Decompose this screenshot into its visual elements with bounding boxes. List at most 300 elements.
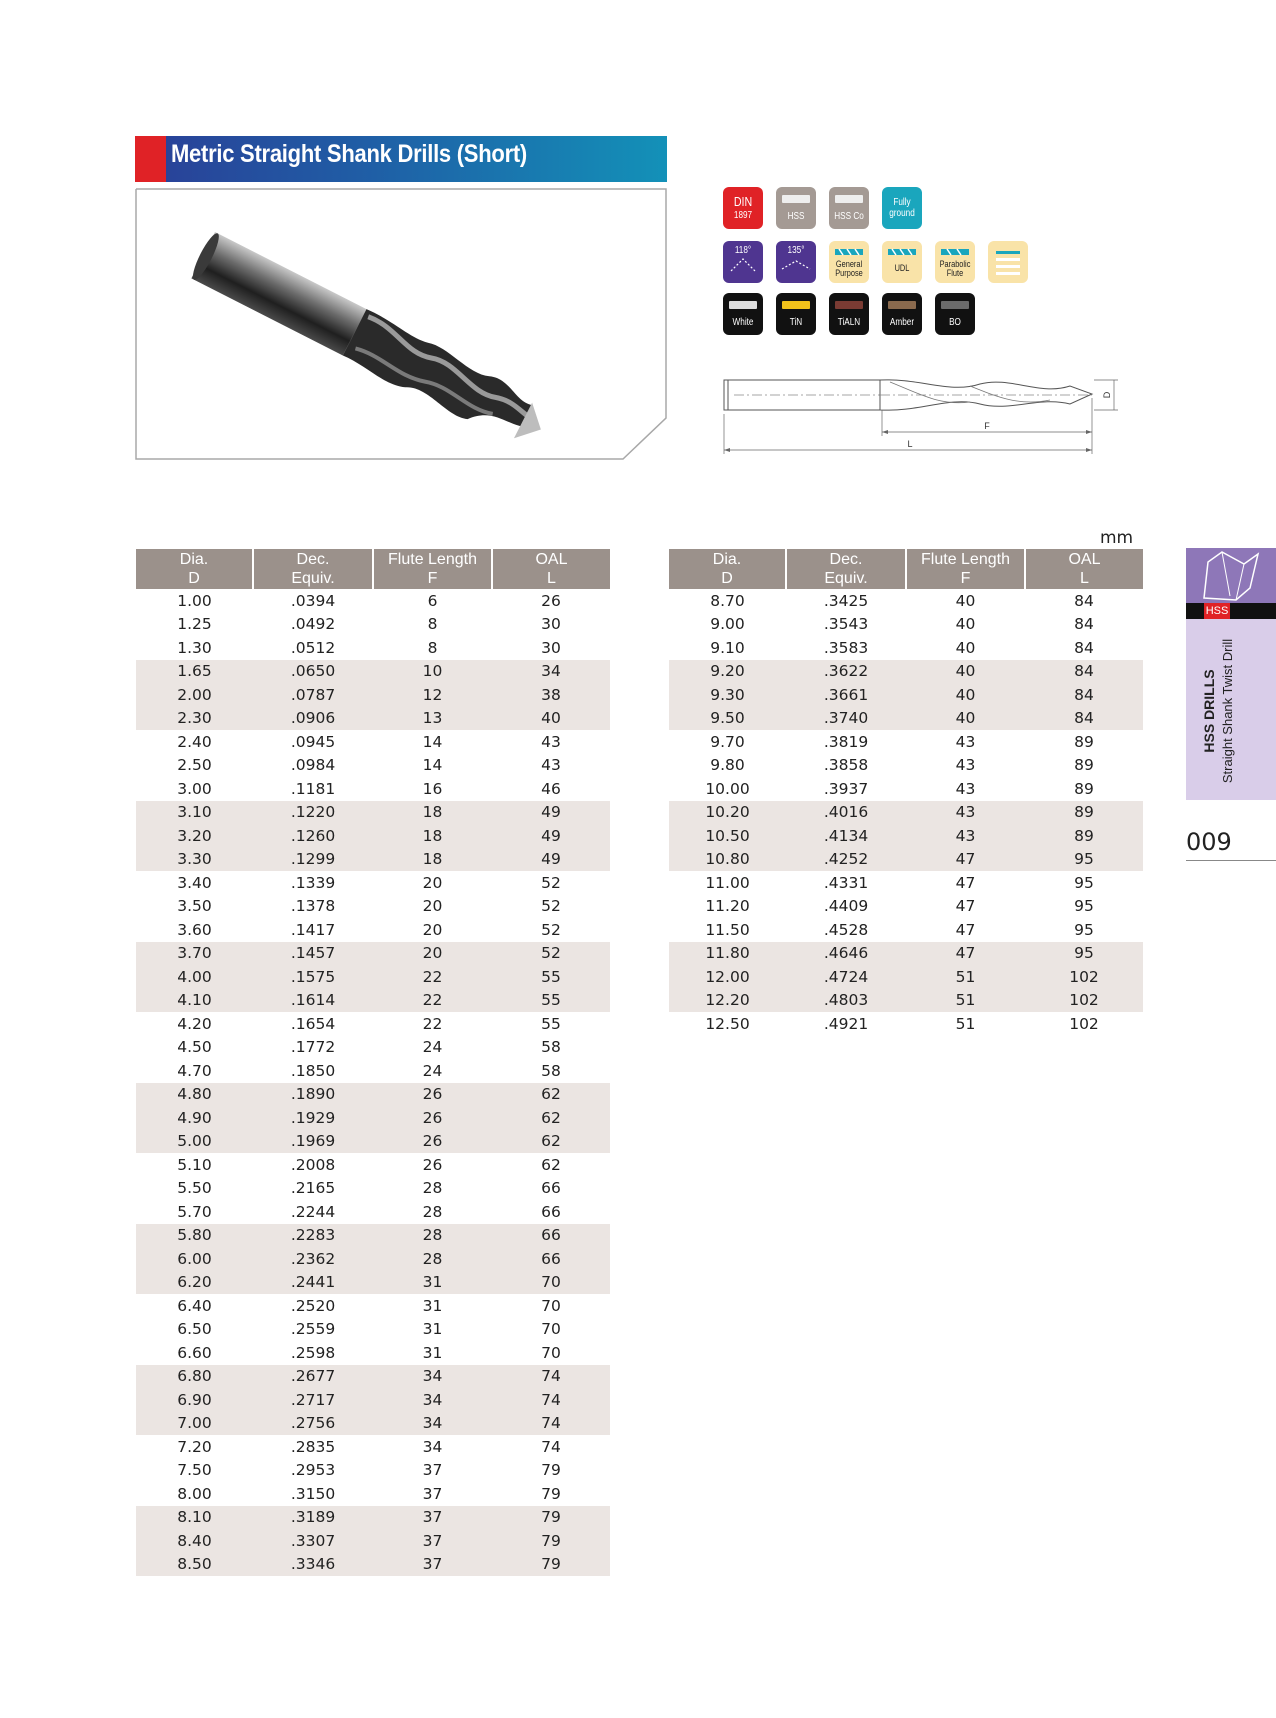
- cell-dia: 11.20: [705, 897, 750, 916]
- cell-dec-equiv: .1575: [253, 965, 373, 989]
- cell-dia: 12.50: [705, 1014, 750, 1033]
- table-row: [136, 1388, 610, 1412]
- cell-dec-equiv: .4803: [786, 989, 906, 1013]
- cell-dia: 11.00: [705, 873, 750, 892]
- cell-dec-equiv: .2756: [253, 1412, 373, 1436]
- cell-dec-equiv: .1220: [253, 801, 373, 825]
- cell-oal: 62: [541, 1155, 561, 1174]
- cell-oal: 89: [1074, 732, 1094, 751]
- table-row: [136, 1482, 610, 1506]
- cell-oal: 84: [1025, 707, 1143, 731]
- cell-oal: 74: [492, 1412, 610, 1436]
- cell-flute-length: 37: [373, 1553, 492, 1577]
- cell-oal: 38: [492, 683, 610, 707]
- cell-dec-equiv: .3307: [253, 1529, 373, 1553]
- cell-dia: 6.60: [177, 1343, 212, 1362]
- cell-dia: 3.50: [177, 897, 212, 916]
- cell-flute-length: 26: [373, 1130, 492, 1154]
- title-accent: [135, 136, 166, 182]
- drill-spec-table-left: [136, 549, 610, 1576]
- cell-dia: 8.00: [177, 1484, 212, 1503]
- cell-dec-equiv: .4016: [786, 801, 906, 825]
- hss-co-badge: HSS Co: [829, 187, 869, 229]
- cell-dec-equiv: .0984: [290, 756, 336, 775]
- cell-oal: 26: [541, 591, 561, 610]
- table-row: [669, 942, 1143, 966]
- point-angle-icon: [723, 241, 763, 283]
- cell-dia: 3.00: [177, 779, 212, 798]
- cell-oal: 74: [541, 1437, 561, 1456]
- table-row: [136, 1153, 610, 1177]
- cell-oal: 79: [492, 1553, 610, 1577]
- dimension-drawing: [720, 374, 1140, 464]
- table-row: [136, 754, 610, 778]
- cell-dia: 5.70: [177, 1202, 212, 1221]
- cell-dec-equiv: .3740: [786, 707, 906, 731]
- cell-oal: 89: [1074, 756, 1094, 775]
- cell-dia: 10.00: [705, 779, 750, 798]
- cell-dia: 5.00: [136, 1130, 253, 1154]
- cell-flute-length: 40: [955, 638, 976, 657]
- cell-dia: 4.20: [177, 1014, 212, 1033]
- table-row: [136, 824, 610, 848]
- cell-oal: 84: [1025, 660, 1143, 684]
- col-header-dec: Dec. Equiv.: [253, 549, 373, 589]
- cell-flute-length: 13: [373, 707, 492, 731]
- cell-dec-equiv: .2441: [253, 1271, 373, 1295]
- table-row: [136, 895, 610, 919]
- table-row: [136, 1177, 610, 1201]
- cell-dia: 6.80: [136, 1365, 253, 1389]
- col-header-dia: Dia. D: [669, 549, 786, 589]
- table-row: [136, 1059, 610, 1083]
- cell-dia: 10.80: [669, 848, 786, 872]
- cell-oal: 70: [541, 1296, 561, 1315]
- cell-dec-equiv: .0787: [253, 683, 373, 707]
- cell-dec-equiv: .1378: [290, 897, 336, 916]
- cell-dec-equiv: .1457: [253, 942, 373, 966]
- cell-dec-equiv: .3150: [290, 1484, 336, 1503]
- coating-tin-badge: TiN: [776, 293, 816, 335]
- cell-dec-equiv: .3937: [823, 779, 869, 798]
- table-row: [136, 1200, 610, 1224]
- cell-dec-equiv: .3425: [823, 591, 869, 610]
- cell-flute-length: 8: [427, 638, 438, 657]
- table-row: [136, 707, 610, 731]
- cell-flute-length: 47: [906, 942, 1025, 966]
- table-row: [136, 1012, 610, 1036]
- cell-oal: 102: [1069, 1014, 1099, 1033]
- cell-dec-equiv: .4921: [823, 1014, 869, 1033]
- cell-dec-equiv: .1969: [253, 1130, 373, 1154]
- cell-dia: 6.00: [136, 1247, 253, 1271]
- cell-flute-length: 28: [373, 1247, 492, 1271]
- table-header-row: [136, 549, 610, 589]
- cell-dec-equiv: .0512: [290, 638, 336, 657]
- cell-oal: 49: [492, 824, 610, 848]
- cell-oal: 79: [541, 1461, 561, 1480]
- cell-oal: 34: [492, 660, 610, 684]
- cell-oal: 84: [1025, 683, 1143, 707]
- cell-oal: 70: [541, 1343, 561, 1362]
- cell-oal: 55: [541, 1014, 561, 1033]
- table-row: [669, 1012, 1143, 1036]
- table-row: [669, 707, 1143, 731]
- cell-flute-length: 47: [955, 920, 976, 939]
- table-row: [136, 613, 610, 637]
- cell-flute-length: 47: [906, 848, 1025, 872]
- table-row: [136, 1341, 610, 1365]
- cell-dia: 3.70: [136, 942, 253, 966]
- cell-dia: 1.25: [177, 615, 212, 634]
- cell-dec-equiv: .2244: [290, 1202, 336, 1221]
- flute-icon: [882, 241, 922, 283]
- cell-dec-equiv: .3858: [823, 756, 869, 775]
- cell-flute-length: 10: [373, 660, 492, 684]
- cell-oal: 40: [492, 707, 610, 731]
- section-subtitle: Straight Shank Twist Drill: [1220, 638, 1235, 784]
- cell-dia: 3.60: [177, 920, 212, 939]
- cell-dia: 12.20: [669, 989, 786, 1013]
- table-row: [136, 1224, 610, 1248]
- table-row: [669, 777, 1143, 801]
- cell-dia: 9.70: [710, 732, 745, 751]
- cell-flute-length: 18: [373, 801, 492, 825]
- cell-oal: 46: [541, 779, 561, 798]
- cell-oal: 95: [1025, 848, 1143, 872]
- cell-flute-length: 20: [422, 920, 443, 939]
- cell-flute-length: 20: [422, 897, 443, 916]
- cell-flute-length: 22: [422, 1014, 443, 1033]
- cell-dia: 5.80: [136, 1224, 253, 1248]
- cell-dia: 9.00: [710, 615, 745, 634]
- cell-dec-equiv: .0945: [290, 732, 336, 751]
- label-f: F: [984, 421, 990, 431]
- table-row: [136, 1529, 610, 1553]
- cell-dec-equiv: .4134: [786, 824, 906, 848]
- cell-flute-length: 20: [422, 873, 443, 892]
- cell-dec-equiv: .3346: [253, 1553, 373, 1577]
- cell-oal: 49: [492, 848, 610, 872]
- table-row: [669, 589, 1143, 613]
- table-row: [136, 801, 610, 825]
- table-row: [136, 1435, 610, 1459]
- cell-flute-length: 43: [906, 801, 1025, 825]
- col-header-oal: OAL L: [492, 549, 610, 589]
- cell-dec-equiv: .3189: [253, 1506, 373, 1530]
- point-angle-icon: [776, 241, 816, 283]
- table-row: [136, 942, 610, 966]
- general-purpose-badge: General Purpose: [829, 241, 869, 283]
- cell-dec-equiv: .2953: [290, 1461, 336, 1480]
- cell-flute-length: 37: [422, 1461, 443, 1480]
- cell-dec-equiv: .2165: [290, 1179, 336, 1198]
- cell-dec-equiv: .3819: [823, 732, 869, 751]
- cell-oal: 30: [541, 638, 561, 657]
- cell-dia: 2.30: [136, 707, 253, 731]
- cell-dec-equiv: .2717: [253, 1388, 373, 1412]
- point-angle-118-badge: 118°: [723, 241, 763, 283]
- cell-dec-equiv: .1929: [253, 1106, 373, 1130]
- table-row: [136, 1506, 610, 1530]
- cell-dec-equiv: .2559: [290, 1320, 336, 1339]
- cell-dia: 9.80: [710, 756, 745, 775]
- cell-flute-length: 34: [373, 1365, 492, 1389]
- cell-oal: 58: [541, 1061, 561, 1080]
- cell-dec-equiv: .3622: [786, 660, 906, 684]
- cell-oal: 62: [492, 1130, 610, 1154]
- section-tab-bar: [1186, 603, 1276, 619]
- cell-flute-length: 26: [373, 1083, 492, 1107]
- cell-oal: 84: [1074, 591, 1094, 610]
- drill-photo: [135, 188, 667, 460]
- cell-flute-length: 51: [906, 965, 1025, 989]
- cell-oal: 95: [1074, 920, 1094, 939]
- col-header-oal: OAL L: [1025, 549, 1143, 589]
- cell-oal: 95: [1074, 873, 1094, 892]
- cell-oal: 66: [541, 1202, 561, 1221]
- cell-dec-equiv: .0906: [253, 707, 373, 731]
- cell-flute-length: 40: [906, 707, 1025, 731]
- table-row: [669, 801, 1143, 825]
- page-number: 009: [1186, 828, 1232, 856]
- table-row: [669, 636, 1143, 660]
- cell-dec-equiv: .3543: [823, 615, 869, 634]
- coating-amber-badge: Amber: [882, 293, 922, 335]
- cell-dia: 4.80: [136, 1083, 253, 1107]
- cell-flute-length: 43: [955, 779, 976, 798]
- page-title: Metric Straight Shank Drills (Short): [171, 140, 528, 168]
- cell-dec-equiv: .1654: [290, 1014, 336, 1033]
- cell-oal: 89: [1074, 779, 1094, 798]
- cell-oal: 79: [492, 1529, 610, 1553]
- cell-dia: 11.80: [669, 942, 786, 966]
- table-row: [136, 1130, 610, 1154]
- cell-dec-equiv: .2835: [290, 1437, 336, 1456]
- table-row: [136, 589, 610, 613]
- table-row: [136, 918, 610, 942]
- label-d: D: [1102, 391, 1112, 399]
- cell-dec-equiv: .1181: [290, 779, 336, 798]
- cell-dec-equiv: .1299: [253, 848, 373, 872]
- table-row: [136, 1318, 610, 1342]
- cell-oal: 74: [492, 1365, 610, 1389]
- coating-tialn-badge: TiALN: [829, 293, 869, 335]
- cell-flute-length: 6: [427, 591, 438, 610]
- cell-oal: 66: [492, 1224, 610, 1248]
- cell-oal: 43: [541, 756, 561, 775]
- cell-dec-equiv: .0650: [253, 660, 373, 684]
- cell-flute-length: 20: [373, 942, 492, 966]
- drill-spec-table-right: [669, 549, 1143, 1036]
- cell-dia: 6.50: [177, 1320, 212, 1339]
- section-title: HSS DRILLS: [1201, 669, 1217, 753]
- section-tab-header: [1186, 548, 1276, 603]
- cell-oal: 79: [541, 1484, 561, 1503]
- cell-dia: 3.40: [177, 873, 212, 892]
- din-badge: DIN 1897: [723, 187, 763, 229]
- table-row: [669, 824, 1143, 848]
- cell-oal: 66: [541, 1179, 561, 1198]
- cell-oal: 62: [492, 1106, 610, 1130]
- cell-dia: 4.50: [177, 1038, 212, 1057]
- table-row: [136, 683, 610, 707]
- table-row: [136, 1247, 610, 1271]
- cell-dia: 6.90: [136, 1388, 253, 1412]
- fully-ground-badge: Fully ground: [882, 187, 922, 229]
- cell-flute-length: 28: [373, 1224, 492, 1248]
- cell-dec-equiv: .4409: [823, 897, 869, 916]
- table-row: [136, 871, 610, 895]
- cell-flute-length: 40: [955, 615, 976, 634]
- cell-dec-equiv: .2520: [290, 1296, 336, 1315]
- cell-flute-length: 40: [955, 591, 976, 610]
- cell-oal: 62: [492, 1083, 610, 1107]
- stacked-lines-badge: [988, 241, 1028, 283]
- table-row: [136, 1553, 610, 1577]
- cell-dia: 9.50: [669, 707, 786, 731]
- cell-flute-length: 31: [373, 1271, 492, 1295]
- cell-flute-length: 31: [422, 1343, 443, 1362]
- table-row: [669, 683, 1143, 707]
- cell-flute-length: 26: [422, 1155, 443, 1174]
- cell-dia: 9.20: [669, 660, 786, 684]
- cell-oal: 52: [541, 920, 561, 939]
- cell-dia: 3.10: [136, 801, 253, 825]
- cell-oal: 79: [492, 1506, 610, 1530]
- cell-oal: 84: [1074, 615, 1094, 634]
- cell-oal: 55: [492, 989, 610, 1013]
- cell-flute-length: 51: [955, 1014, 976, 1033]
- cell-flute-length: 40: [906, 683, 1025, 707]
- table-row: [136, 848, 610, 872]
- cell-flute-length: 43: [955, 756, 976, 775]
- cell-flute-length: 18: [373, 848, 492, 872]
- cell-flute-length: 16: [422, 779, 443, 798]
- cell-dia: 6.20: [136, 1271, 253, 1295]
- cell-oal: 70: [541, 1320, 561, 1339]
- hss-badge: HSS: [776, 187, 816, 229]
- cell-oal: 30: [541, 615, 561, 634]
- cell-dia: 4.90: [136, 1106, 253, 1130]
- drill-tip-icon: [1186, 548, 1276, 603]
- cell-dia: 4.00: [136, 965, 253, 989]
- point-angle-135-badge: 135°: [776, 241, 816, 283]
- table-row: [136, 1294, 610, 1318]
- cell-flute-length: 26: [373, 1106, 492, 1130]
- cell-flute-length: 34: [422, 1437, 443, 1456]
- cell-dec-equiv: .1890: [253, 1083, 373, 1107]
- table-row: [136, 989, 610, 1013]
- table-row: [669, 871, 1143, 895]
- cell-oal: 52: [541, 873, 561, 892]
- cell-flute-length: 47: [955, 897, 976, 916]
- table-row: [136, 1036, 610, 1060]
- cell-oal: 49: [492, 801, 610, 825]
- cell-dia: 8.40: [136, 1529, 253, 1553]
- cell-flute-length: 51: [906, 989, 1025, 1013]
- cell-dia: 2.00: [136, 683, 253, 707]
- cell-dia: 3.20: [136, 824, 253, 848]
- label-l: L: [907, 439, 913, 449]
- coating-bo-badge: BO: [935, 293, 975, 335]
- table-row: [136, 1459, 610, 1483]
- cell-dia: 7.00: [136, 1412, 253, 1436]
- table-row: [136, 1083, 610, 1107]
- cell-oal: 102: [1025, 989, 1143, 1013]
- cell-dia: 8.10: [136, 1506, 253, 1530]
- cell-dia: 10.20: [669, 801, 786, 825]
- cell-dec-equiv: .3661: [786, 683, 906, 707]
- cell-oal: 52: [541, 897, 561, 916]
- cell-oal: 89: [1025, 824, 1143, 848]
- cell-flute-length: 31: [422, 1320, 443, 1339]
- cell-oal: 89: [1025, 801, 1143, 825]
- cell-flute-length: 34: [373, 1388, 492, 1412]
- table-row: [669, 754, 1143, 778]
- unit-label: mm: [1100, 528, 1134, 548]
- cell-dec-equiv: .2283: [253, 1224, 373, 1248]
- cell-dec-equiv: .0492: [290, 615, 336, 634]
- coating-white-badge: White: [723, 293, 763, 335]
- cell-oal: 95: [1025, 942, 1143, 966]
- cell-flute-length: 31: [422, 1296, 443, 1315]
- cell-dia: 3.30: [136, 848, 253, 872]
- cell-flute-length: 43: [906, 824, 1025, 848]
- cell-dia: 1.00: [177, 591, 212, 610]
- table-row: [669, 965, 1143, 989]
- table-row: [136, 1412, 610, 1436]
- cell-dec-equiv: .4528: [823, 920, 869, 939]
- cell-oal: 102: [1025, 965, 1143, 989]
- cell-flute-length: 22: [373, 989, 492, 1013]
- cell-dec-equiv: .2362: [253, 1247, 373, 1271]
- cell-dia: 2.40: [177, 732, 212, 751]
- cell-flute-length: 37: [422, 1484, 443, 1503]
- cell-oal: 95: [1074, 897, 1094, 916]
- cell-dec-equiv: .0394: [290, 591, 336, 610]
- cell-dia: 11.50: [705, 920, 750, 939]
- cell-dia: 10.50: [669, 824, 786, 848]
- table-row: [136, 965, 610, 989]
- cell-flute-length: 34: [373, 1412, 492, 1436]
- table-row: [669, 895, 1143, 919]
- table-row: [136, 1106, 610, 1130]
- section-tag: HSS: [1205, 605, 1229, 617]
- cell-flute-length: 37: [373, 1529, 492, 1553]
- cell-dia: 6.40: [177, 1296, 212, 1315]
- cell-dia: 12.00: [669, 965, 786, 989]
- cell-dec-equiv: .2008: [290, 1155, 336, 1174]
- col-header-flute: Flute Length F: [906, 549, 1025, 589]
- cell-dia: 5.50: [177, 1179, 212, 1198]
- cell-dia: 4.70: [177, 1061, 212, 1080]
- cell-flute-length: 14: [422, 732, 443, 751]
- col-header-flute: Flute Length F: [373, 549, 492, 589]
- cell-dia: 1.30: [177, 638, 212, 657]
- cell-dec-equiv: .1772: [290, 1038, 336, 1057]
- table-row: [136, 777, 610, 801]
- page-number-rule: [1186, 860, 1276, 861]
- col-header-dec: Dec. Equiv.: [786, 549, 906, 589]
- table-row: [669, 660, 1143, 684]
- cell-oal: 84: [1074, 638, 1094, 657]
- table-row: [669, 918, 1143, 942]
- cell-oal: 55: [492, 965, 610, 989]
- cell-flute-length: 28: [422, 1179, 443, 1198]
- cell-dia: 4.10: [136, 989, 253, 1013]
- cell-dec-equiv: .1417: [290, 920, 336, 939]
